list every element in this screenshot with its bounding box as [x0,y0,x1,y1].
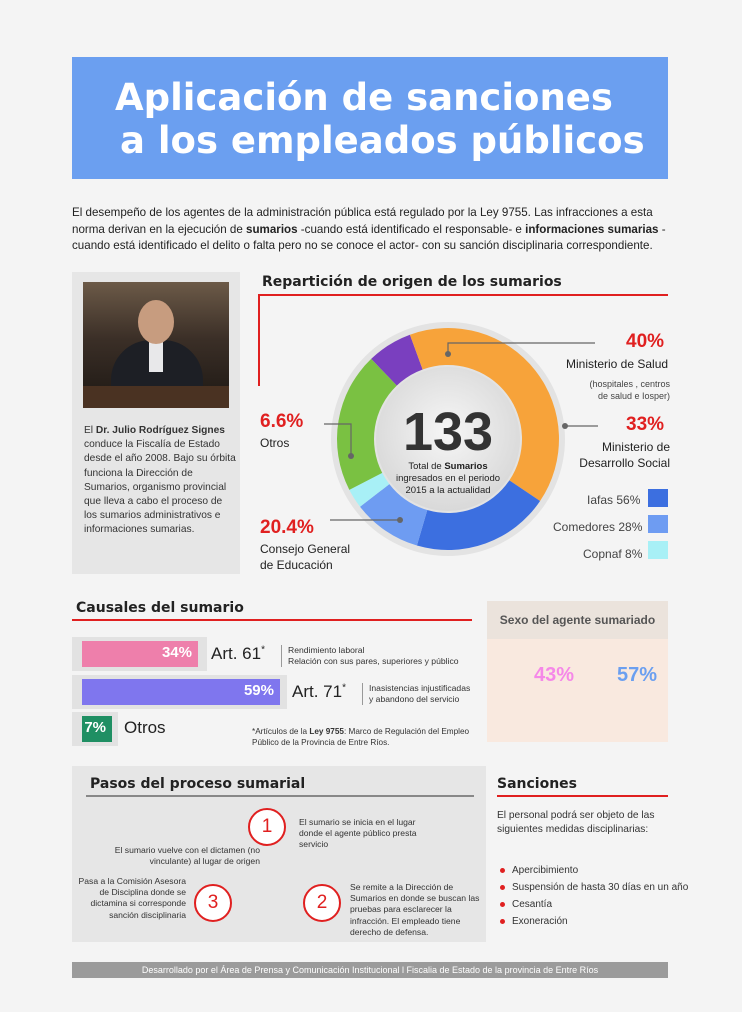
art71-label: Art. 71* [292,682,346,701]
footer-credit: Desarrollado por el Área de Prensa y Comunicación Institucional l Fiscalia de Estado de la provincia de Entre Ríos [72,962,668,978]
bar-art61: 34% [82,641,198,667]
pasos-section-title: Pasos del proceso sumarial [90,776,306,792]
salud-note: (hospitales , centros de salud e Iosper) [589,379,670,401]
causales-footnote: *Artículos de la Ley 9755: Marco de Regulación del Empleo Público de la Provincia de Entre Ríos. [252,727,470,747]
bar-otros: 7% [82,716,112,742]
art61-label: Art. 61* [211,644,265,663]
intro-paragraph: El desempeño de los agentes de la administración pública está regulado por la Ley 9755. Las infracciones a esta norma derivan en la ejecución de sumarios -cuando está identificado el responsable- e informaciones sumarias -cuando está identificado el delito o falta pero no se conoce el actor- con su sanción disciplinaria correspondiente. [72,206,666,252]
social-label: Ministerio de Desarrollo Social [579,440,670,470]
art71-description: Inasistencias injustificadas y abandono del servicio [362,683,470,705]
sub-copnaf: Copnaf 8% [583,547,643,561]
salud-pct: 40% [626,331,665,352]
art61-description: Rendimiento laboral Relación con sus pares, superiores y público [281,645,459,667]
swatch-comedores [648,515,668,533]
sancion-item: Exoneración [500,913,688,930]
title-line-2: a los empleados públicos [120,119,645,162]
donut-center-label: Total de Sumarios ingresados en el periodo 2015 a la actualidad [395,461,501,496]
social-pct: 33% [626,414,665,435]
sanciones-list [500,862,688,930]
sancion-item: Apercibimiento [500,862,688,879]
sub-iafas: Iafas 56% [587,493,641,507]
donut-center-number: 133 [402,402,494,462]
sanciones-intro: El personal podrá ser objeto de las siguientes medidas disciplinarias: [497,810,655,835]
sanciones-section-title: Sanciones [497,776,578,792]
swatch-iafas [648,489,668,507]
cge-pct: 20.4% [260,517,314,538]
title-line-1: Aplicación de sanciones [115,76,613,119]
step-2-text: Se remite a la Dirección de Sumarios en donde se buscan las pruebas para esclarecer la infracción. El empleado tiene derecho de defensa. [350,882,480,937]
causales-section-title: Causales del sumario [76,600,244,616]
otros-pct: 6.6% [260,411,304,432]
sanciones-section-rule [497,795,668,797]
pasos-section-rule [86,795,474,797]
sancion-item: Cesantía [500,896,688,913]
causales-section-rule [72,619,472,621]
step-3-text: Pasa a la Comisión Asesora de Disciplina donde se dictamina si corresponde sanción disciplinaria [78,876,186,920]
salud-label: Ministerio de Salud [566,357,669,371]
donut-section-title: Repartición de origen de los sumarios [262,274,562,290]
step-2-circle: 2 [303,884,341,922]
step-3-circle: 3 [194,884,232,922]
bar-art71: 59% [82,679,280,705]
sub-comedores: Comedores 28% [553,520,643,534]
sexo-title: Sexo del agente sumariado [487,601,668,639]
otros-causal-label: Otros [124,718,166,737]
step-1-text: El sumario se inicia en el lugar donde el agente público presta servicio [299,817,417,850]
otros-label: Otros [260,436,290,450]
cge-label: Consejo General de Educación [260,542,351,572]
female-pct: 43% [534,664,575,686]
return-text: El sumario vuelve con el dictamen (no vinculante) al lugar de origen [114,845,260,867]
sancion-item: Suspensión de hasta 30 días en un año [500,879,688,896]
bio-text: El Dr. Julio Rodríguez Signes conduce la Fiscalía de Estado desde el año 2008. Bajo su órbita funciona la Dirección de Sumarios, organismo provincial que lleva a cabo el proceso de los sumarios administrativos e informaciones sumarias. [84,425,236,536]
step-1-circle: 1 [248,808,286,846]
male-pct: 57% [617,664,658,686]
swatch-copnaf [648,541,668,559]
